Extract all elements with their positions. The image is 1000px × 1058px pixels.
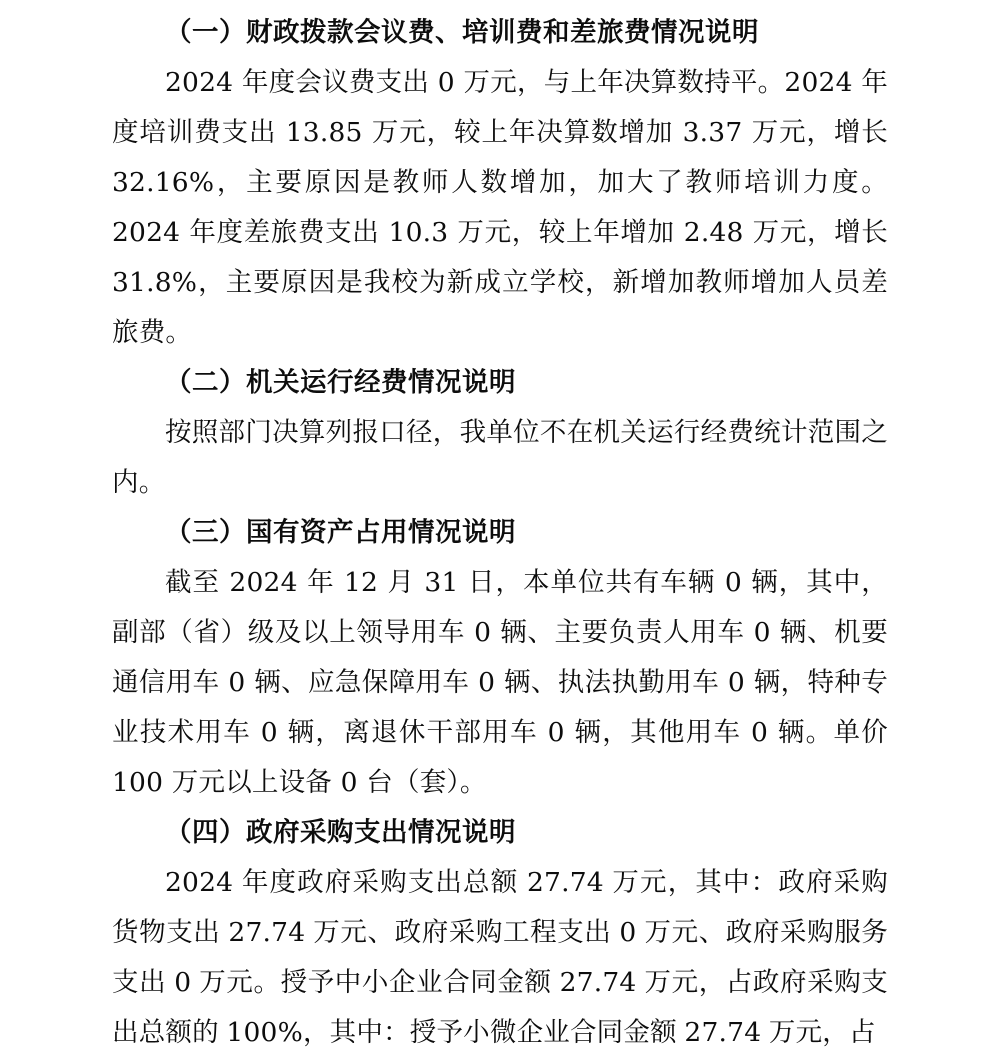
section-heading-4: （四）政府采购支出情况说明 [165, 817, 516, 848]
section-heading-1: （一）财政拨款会议费、培训费和差旅费情况说明 [165, 17, 759, 48]
section-paragraph-4: 2024 年度政府采购支出总额 27.74 万元，其中：政府采购货物支出 27.74 万元、政府采购工程支出 0 万元、政府采购服务支出 0 万元。授予中小企业合同金额 27.74 万元，占政府采购支出总额的 100%，其中：授予小微企业合同金额 27.74 万元，占 [112, 867, 888, 1048]
section-heading-2: （二）机关运行经费情况说明 [165, 367, 516, 398]
section-paragraph-3: 截至 2024 年 12 月 31 日，本单位共有车辆 0 辆，其中，副部（省）级及以上领导用车 0 辆、主要负责人用车 0 辆、机要通信用车 0 辆、应急保障用车 0 辆、执法执勤用车 0 辆，特种专业技术用车 0 辆，离退休干部用车 0 辆，其他用车 0 辆。单价 100 万元以上设备 0 台（套）。 [112, 567, 888, 798]
section-paragraph-1: 2024 年度会议费支出 0 万元，与上年决算数持平。2024 年度培训费支出 13.85 万元，较上年决算数增加 3.37 万元，增长 32.16%，主要原因是教师人数增加，加大了教师培训力度。2024 年度差旅费支出 10.3 万元，较上年增加 2.48 万元，增长 31.8%，主要原因是我校为新成立学校，新增加教师增加人员差旅费。 [112, 67, 888, 348]
section-heading-3: （三）国有资产占用情况说明 [165, 517, 516, 548]
section-paragraph-2: 按照部门决算列报口径，我单位不在机关运行经费统计范围之内。 [112, 417, 888, 498]
document-body [112, 8, 888, 1058]
